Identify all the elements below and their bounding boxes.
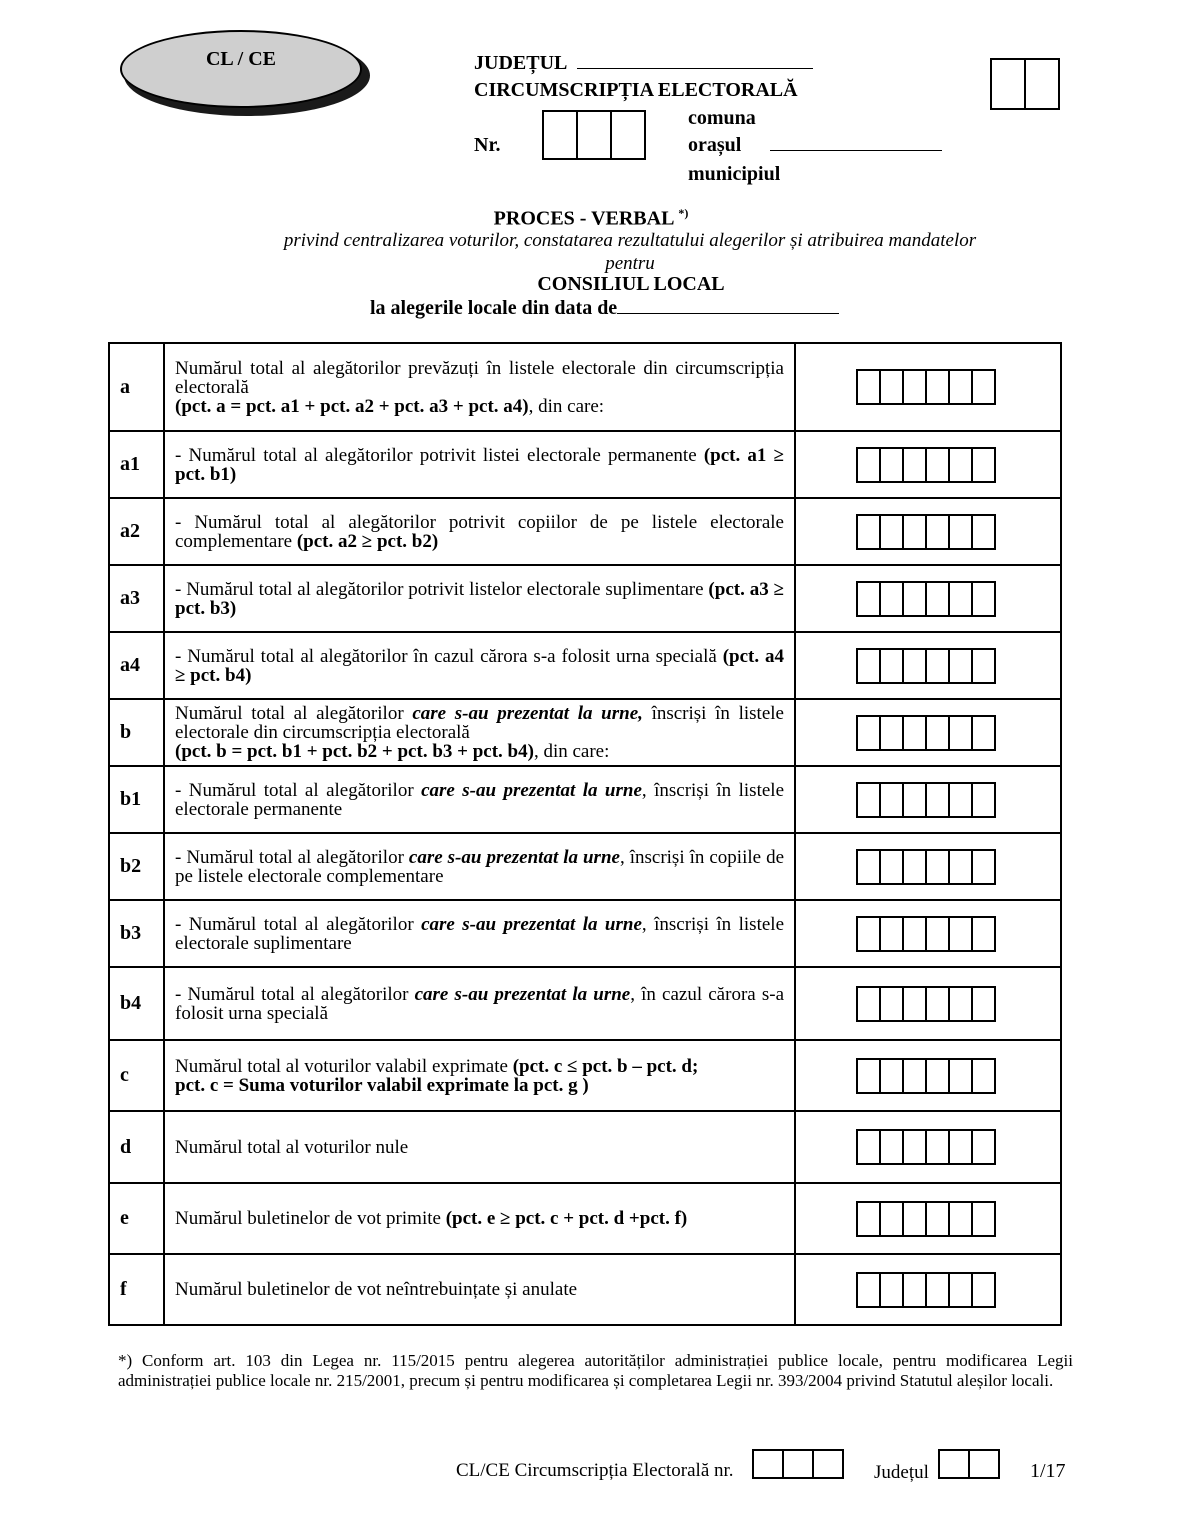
description-part: care s-au prezentat la urne [421,913,642,935]
footer-judet-label: Județul [874,1462,929,1483]
description-part: care s-au prezentat la urne, [412,703,643,724]
description-part: care s-au prezentat la urne [408,846,620,868]
circumscription-code-boxes[interactable] [990,58,1060,110]
value-digit-boxes[interactable] [856,849,1060,885]
value-cell [795,1183,1061,1254]
row-description [164,1111,795,1183]
digit-box[interactable] [948,715,973,751]
digit-box[interactable] [971,514,996,550]
row-code: a3 [109,565,164,632]
orasul-field[interactable] [688,134,942,157]
description-part: Numărul total al alegătorilor prevăzuți în listele electorale din circumscripția electorală [175,357,784,398]
digit-box[interactable] [879,514,904,550]
digit-box[interactable] [925,1058,950,1094]
row-code: b1 [109,766,164,833]
digit-box[interactable] [856,514,881,550]
row-description [164,833,795,900]
row-description [164,431,795,498]
digit-box[interactable] [925,648,950,684]
description-part: care s-au prezentat la urne [421,779,642,801]
description-part: , din care: [528,395,605,417]
value-digit-boxes[interactable] [856,1201,1060,1237]
digit-box[interactable] [948,447,973,483]
digit-box[interactable] [971,849,996,885]
digit-box[interactable] [925,715,950,751]
subtitle-line2: pentru [605,253,655,274]
digit-box[interactable] [902,1201,927,1237]
digit-box[interactable] [948,514,973,550]
digit-box[interactable] [902,1129,927,1165]
description-part: , înscriși în listele electorale permanente [175,779,784,820]
digit-box[interactable] [879,369,904,405]
digit-box[interactable] [856,581,881,617]
digit-box[interactable] [879,986,904,1022]
description-part: (pct. a4 ≥ pct. b4) [175,645,784,686]
digit-box[interactable] [879,581,904,617]
digit-box[interactable] [856,648,881,684]
digit-box[interactable] [938,1449,970,1479]
digit-box[interactable] [971,715,996,751]
value-digit-boxes[interactable] [856,715,1060,751]
description-part: (pct. e ≥ pct. c + pct. d +pct. f) [445,1208,688,1229]
table-row [109,632,1061,699]
digit-box[interactable] [856,1058,881,1094]
description-part: înscriși în listele electorale din circumscripția electorală [175,703,784,743]
digit-box[interactable] [948,648,973,684]
digit-box[interactable] [879,1058,904,1094]
digit-box[interactable] [902,782,927,818]
value-cell [795,1254,1061,1325]
table-row [109,699,1061,766]
digit-box[interactable] [971,782,996,818]
value-digit-boxes[interactable] [856,514,1060,550]
row-code: b2 [109,833,164,900]
value-cell [795,498,1061,565]
digit-box[interactable] [902,986,927,1022]
value-digit-boxes[interactable] [856,648,1060,684]
table-row [109,967,1061,1040]
digit-box[interactable] [542,110,578,160]
description-part: Numărul buletinelor de vot primite [175,1208,446,1229]
value-digit-boxes[interactable] [856,447,1060,483]
description-part: - Numărul total al alegătorilor [175,846,409,868]
municipiul-label: municipiul [688,163,781,185]
value-cell [795,1111,1061,1183]
digit-box[interactable] [925,447,950,483]
digit-box[interactable] [856,986,881,1022]
digit-box[interactable] [948,1201,973,1237]
description-part: Numărul buletinelor de vot neîntrebuințate și anulate [175,1279,578,1300]
date-blank[interactable] [617,299,839,314]
value-cell [795,565,1061,632]
digit-box[interactable] [971,581,996,617]
digit-box[interactable] [925,849,950,885]
date-field[interactable] [370,297,839,320]
footer-circ-label: CL/CE Circumscripția Electorală nr. [456,1460,734,1481]
digit-box[interactable] [971,1272,996,1308]
digit-box[interactable] [925,1201,950,1237]
page-number: 1/17 [1030,1460,1066,1482]
value-digit-boxes[interactable] [856,369,1060,405]
footer-judet-boxes[interactable] [938,1449,1000,1479]
row-code: a1 [109,431,164,498]
row-code: b3 [109,900,164,967]
value-digit-boxes[interactable] [856,1058,1060,1094]
row-code: b4 [109,967,164,1040]
row-description [164,565,795,632]
digit-box[interactable] [948,1058,973,1094]
description-part: , înscriși în listele electorale suplimentare [175,913,784,954]
description-part: - Numărul total al alegătorilor potrivit listei electorale permanente [175,444,704,466]
digit-box[interactable] [879,1201,904,1237]
digit-box[interactable] [879,1129,904,1165]
judet-field[interactable] [474,52,813,75]
digit-box[interactable] [971,369,996,405]
value-digit-boxes[interactable] [856,986,1060,1022]
row-description [164,343,795,431]
subtitle-line1: privind centralizarea voturilor, constatarea rezultatului alegerilor și atribuirea mandatelor [283,230,977,251]
description-part: - Numărul total al alegătorilor [175,983,415,1005]
digit-box[interactable] [902,514,927,550]
value-cell [795,632,1061,699]
digit-box[interactable] [925,514,950,550]
digit-box[interactable] [971,916,996,952]
digit-box[interactable] [856,715,881,751]
value-cell [795,833,1061,900]
value-cell [795,900,1061,967]
value-digit-boxes[interactable] [856,581,1060,617]
table-row [109,1111,1061,1183]
locality-blank[interactable] [770,136,942,151]
description-part: (pct. a3 ≥ pct. b3) [175,578,784,619]
digit-box[interactable] [856,447,881,483]
description-part: - Numărul total al alegătorilor [175,779,422,801]
nr-boxes[interactable] [542,110,646,160]
nr-label: Nr. [474,134,501,156]
digit-box[interactable] [925,1272,950,1308]
row-code: b [109,699,164,766]
digit-box[interactable] [879,715,904,751]
digit-box[interactable] [879,648,904,684]
table-row [109,1040,1061,1111]
description-part: Numărul total al voturilor valabil exprimate [175,1055,513,1077]
digit-box[interactable] [902,1058,927,1094]
title-footnote-mark: *) [678,206,689,220]
value-digit-boxes[interactable] [856,782,1060,818]
row-code: c [109,1040,164,1111]
row-description [164,967,795,1040]
digit-box[interactable] [1024,58,1060,110]
table-row [109,833,1061,900]
row-description [164,632,795,699]
row-description [164,1040,795,1111]
judet-label: JUDEȚUL [474,52,567,74]
description-part: (pct. a2 ≥ pct. b2) [296,530,439,552]
digit-box[interactable] [971,447,996,483]
digit-box[interactable] [812,1449,844,1479]
orasul-label: orașul [688,134,742,156]
circumscriptia-label: CIRCUMSCRIPȚIA ELECTORALĂ [474,79,798,101]
value-cell [795,431,1061,498]
description-part: (pct. c ≤ pct. b – pct. d; [512,1055,699,1077]
digit-box[interactable] [925,1129,950,1165]
digit-box[interactable] [971,1201,996,1237]
digit-box[interactable] [902,849,927,885]
digit-box[interactable] [948,916,973,952]
row-code: a4 [109,632,164,699]
digit-box[interactable] [576,110,612,160]
description-part: , în cazul cărora s-a folosit urna specială [175,983,784,1024]
comuna-label: comuna [688,107,756,129]
description-part: (pct. b = pct. b1 + pct. b2 + pct. b3 + pct. b4) [175,741,534,762]
digit-box[interactable] [752,1449,784,1479]
table-row [109,343,1061,431]
digit-box[interactable] [948,1129,973,1165]
digit-box[interactable] [902,916,927,952]
row-description [164,900,795,967]
digit-box[interactable] [925,986,950,1022]
digit-box[interactable] [948,581,973,617]
description-part: pct. c = Suma voturilor valabil exprimate la pct. g ) [175,1074,589,1096]
digit-box[interactable] [968,1449,1000,1479]
digit-box[interactable] [856,369,881,405]
digit-box[interactable] [948,986,973,1022]
table-row [109,1254,1061,1325]
digit-box[interactable] [990,58,1026,110]
table-row [109,498,1061,565]
digit-box[interactable] [879,849,904,885]
digit-box[interactable] [902,369,927,405]
digit-box[interactable] [902,581,927,617]
row-description [164,699,795,766]
digit-box[interactable] [902,715,927,751]
row-description [164,766,795,833]
document-title [0,206,1182,231]
digit-box[interactable] [902,1272,927,1308]
digit-box[interactable] [856,916,881,952]
results-table [108,342,1062,1326]
title-text: PROCES - VERBAL [493,207,674,230]
table-row [109,766,1061,833]
digit-box[interactable] [971,648,996,684]
table-row [109,565,1061,632]
council-title: CONSILIUL LOCAL [537,273,725,295]
digit-box[interactable] [925,369,950,405]
row-code: e [109,1183,164,1254]
description-part: (pct. a = pct. a1 + pct. a2 + pct. a3 + pct. a4) [175,395,529,417]
value-cell [795,343,1061,431]
row-code: a [109,343,164,431]
digit-box[interactable] [856,849,881,885]
value-cell [795,967,1061,1040]
digit-box[interactable] [971,986,996,1022]
digit-box[interactable] [782,1449,814,1479]
digit-box[interactable] [879,1272,904,1308]
description-part: - Numărul total al alegătorilor potrivit listelor electorale suplimentare [175,578,709,600]
description-part: , din care: [533,741,610,762]
digit-box[interactable] [856,1272,881,1308]
value-cell [795,1040,1061,1111]
row-description [164,1254,795,1325]
value-digit-boxes[interactable] [856,916,1060,952]
digit-box[interactable] [879,447,904,483]
digit-box[interactable] [902,648,927,684]
digit-box[interactable] [856,782,881,818]
table-row [109,1183,1061,1254]
row-description [164,498,795,565]
description-part: - Numărul total al alegătorilor în cazul cărora s-a folosit urna specială [175,645,723,667]
value-cell [795,699,1061,766]
footnote: *) Conform art. 103 din Legea nr. 115/2015 pentru alegerea autorităților administrației publice locale, pentru modificarea Legii administrației publice locale nr. 215/2001, precum și pentru modificarea și completarea Legii nr. 393/2004 privind Statutul aleșilor locali. [118,1351,1073,1390]
digit-box[interactable] [925,916,950,952]
table-row [109,900,1061,967]
description-part: Numărul total al voturilor nule [175,1136,409,1158]
judet-blank[interactable] [577,54,813,69]
row-description [164,1183,795,1254]
description-part: care s-au prezentat la urne [414,983,631,1005]
row-code: d [109,1111,164,1183]
digit-box[interactable] [856,1201,881,1237]
footer-circ-boxes[interactable] [752,1449,844,1479]
digit-box[interactable] [971,1058,996,1094]
digit-box[interactable] [902,447,927,483]
description-part: - Numărul total al alegătorilor [175,913,422,935]
digit-box[interactable] [948,1272,973,1308]
description-part: Numărul total al alegătorilor [175,703,413,724]
description-part: , înscriși în copiile de pe listele electorale complementare [175,846,784,887]
value-digit-boxes[interactable] [856,1129,1060,1165]
digit-box[interactable] [856,1129,881,1165]
form-badge-label: CL / CE [205,48,277,70]
value-cell [795,766,1061,833]
row-code: a2 [109,498,164,565]
row-code: f [109,1254,164,1325]
digit-box[interactable] [879,916,904,952]
table-row [109,431,1061,498]
digit-box[interactable] [879,782,904,818]
digit-box[interactable] [971,1129,996,1165]
digit-box[interactable] [948,782,973,818]
digit-box[interactable] [948,369,973,405]
description-part: (pct. a1 ≥ pct. b1) [175,444,784,485]
digit-box[interactable] [925,581,950,617]
date-label: la alegerile locale din data de [370,297,618,319]
digit-box[interactable] [948,849,973,885]
digit-box[interactable] [925,782,950,818]
description-part: - Numărul total al alegătorilor potrivit copiilor de pe listele electorale complementare [175,511,784,552]
digit-box[interactable] [610,110,646,160]
value-digit-boxes[interactable] [856,1272,1060,1308]
